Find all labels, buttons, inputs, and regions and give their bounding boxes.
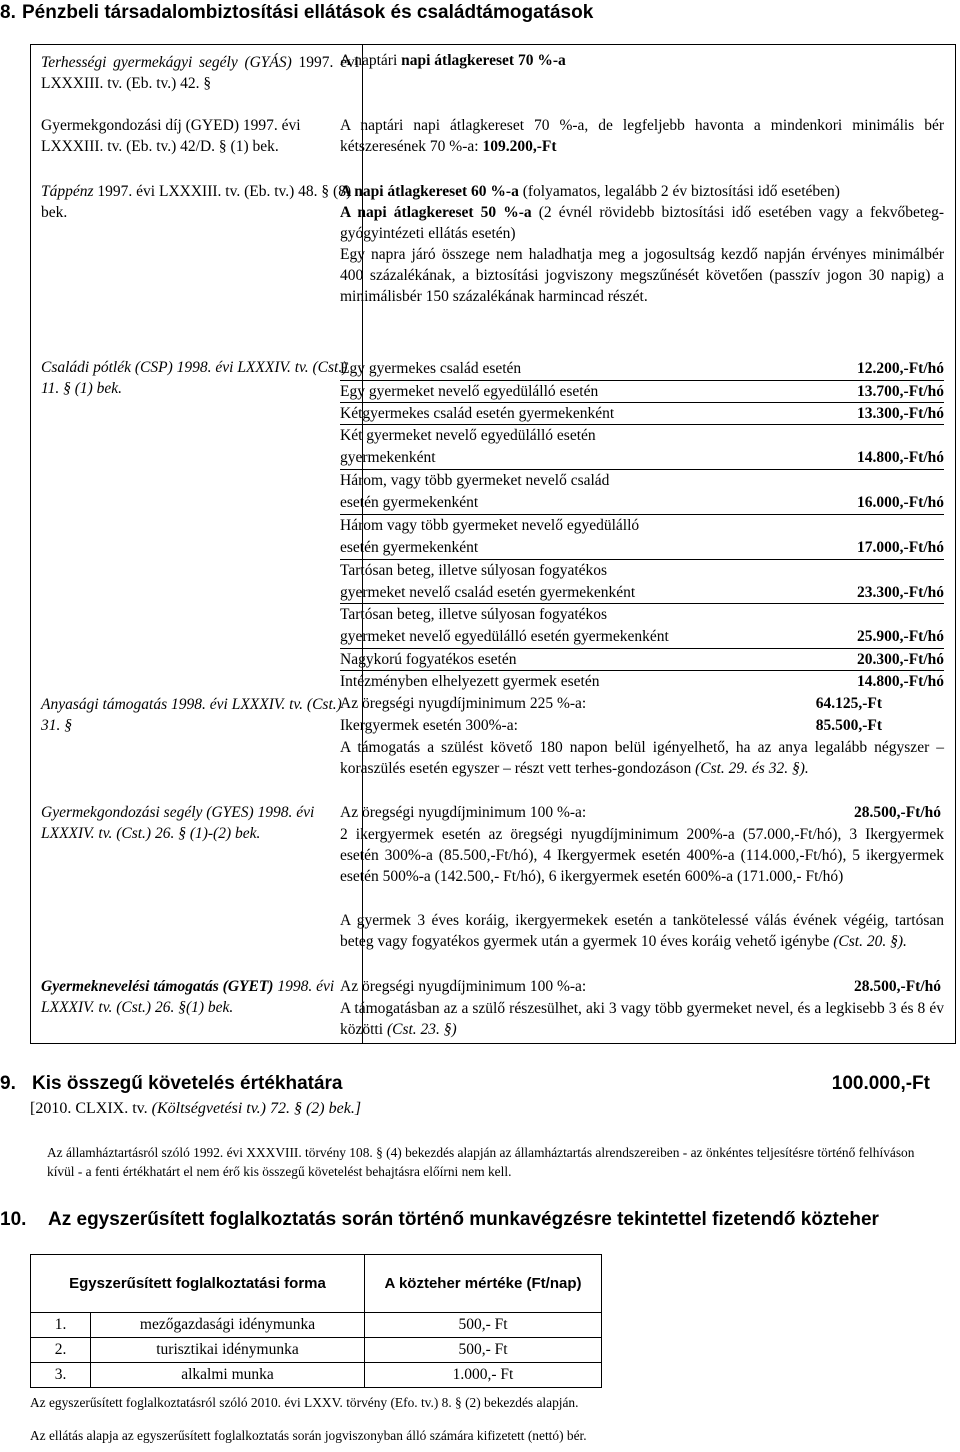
section-number: 8. xyxy=(0,2,16,23)
table-row xyxy=(31,1313,602,1338)
benefits-table xyxy=(30,44,956,1044)
section-10-footnote-1: Az egyszerűsített foglalkoztatásról szóló 2010. évi LXXV. törvény (Efo. tv.) 8. § (2) bekezdés alapján. xyxy=(30,1395,579,1410)
csp-row-label: Három vagy több gyermeket nevelő egyedülálló xyxy=(340,517,640,534)
csp-row-label: Két gyermeket nevelő egyedülálló esetén xyxy=(340,427,596,444)
section-10-footnote-2: Az ellátás alapja az egyszerűsített foglalkoztatás során jogviszonyban álló számára kifizetett (nettó) bér. xyxy=(30,1428,587,1443)
csp-row xyxy=(340,402,944,425)
simplified-employment-table xyxy=(30,1254,602,1388)
gyes-duration-a: A gyermek 3 éves koráig, ikergyermekek esetén a tankötelessé válás évének végéig, tartósan beteg vagy fogyatékos gyermek után a gyermek 10 éves koráig vehető igénybe xyxy=(340,912,944,950)
section-9-value: 100.000,-Ft xyxy=(831,1073,930,1094)
tap3: Egy napra járó összege nem haladhatja meg a jogosultság kezdő napján érvényes minimálbér 400 százalékának, a biztosítási jogviszony megszűnését követően (passzív jogon 30 napig) a minimálisbér 150 százalékának harmincad részét. xyxy=(340,246,944,305)
row-number: 3. xyxy=(31,1363,91,1388)
csp-row xyxy=(340,358,944,380)
tappenz-label xyxy=(41,181,359,223)
csp-row-label: Kétgyermekes család esetén gyermekenként xyxy=(340,405,615,422)
csp-row-value: 12.200,-Ft/hó xyxy=(857,360,944,377)
gyes-duration-note xyxy=(340,910,944,952)
gyed-amount-b: 109.200,-Ft xyxy=(482,138,557,155)
section-title-text: Pénzbeli társadalombiztosítási ellátások és családtámogatások xyxy=(22,2,594,23)
csp-row-value: 14.800,-Ft/hó xyxy=(857,673,944,690)
csp-row-label: Nagykorú fogyatékos esetén xyxy=(340,651,517,668)
table-row xyxy=(31,1363,602,1388)
row-value: 85.500,-Ft xyxy=(815,717,882,734)
row-number: 1. xyxy=(31,1313,91,1338)
row-form: turisztikai idénymunka xyxy=(91,1338,365,1363)
row-form: alkalmi munka xyxy=(91,1363,365,1388)
gyed-amount-a: A naptári napi átlagkereset 70 %-a, de legfeljebb havonta a mindenkori minimális bér kétszeresének 70 %-a: xyxy=(340,117,944,155)
csp-row xyxy=(340,514,944,559)
csp-row-label-cont: gyermeket nevelő egyedülálló esetén gyermekenként xyxy=(340,628,669,645)
csp-row-label-cont: gyermeket nevelő család esetén gyermekenként xyxy=(340,584,636,601)
anyasagi-note-a: A támogatás a szülést követő 180 napon belül igényelhető, ha az anya legalább négyszer – koraszülés esetén egyszer – részt vett terhes-gondozáson xyxy=(340,739,944,777)
gyes-row-1 xyxy=(340,802,944,824)
csp-row xyxy=(340,424,944,469)
csp-row-label-cont: gyermekenként xyxy=(340,449,436,466)
csp-row xyxy=(340,380,944,403)
gyet-row-1 xyxy=(340,976,944,998)
row-number: 2. xyxy=(31,1338,91,1363)
gyes-ref: 1998. évi LXXXIV. tv. (Cst.) 26. § (1)-(2) bek. xyxy=(41,804,315,842)
gyet-label xyxy=(41,976,359,1018)
gyed-label xyxy=(41,115,359,157)
anyasagi-row-1 xyxy=(340,693,944,715)
csp-row-label-cont: esetén gyermekenként xyxy=(340,539,479,556)
csp-title: Családi pótlék (CSP) xyxy=(41,359,173,376)
csp-row-value: 20.300,-Ft/hó xyxy=(857,651,944,668)
header-rate: A közteher mértéke (Ft/nap) xyxy=(365,1255,602,1313)
csp-ref: 1998. évi LXXXIV. tv. (Cst.) 11. § (1) bek. xyxy=(41,359,348,397)
section-title-text: Az egyszerűsített foglalkoztatás során történő munkavégzésre tekintettel fizetendő közteher xyxy=(48,1209,879,1230)
section-10-title xyxy=(0,1209,879,1231)
gyas-label xyxy=(41,52,359,94)
anyasagi-ref: 1998. évi LXXXIV. tv. (Cst.) 31. § xyxy=(41,696,342,734)
table-row xyxy=(31,1338,602,1363)
anyasagi-note-b: (Cst. 29. és 32. §). xyxy=(695,760,809,777)
row-form: mezőgazdasági idénymunka xyxy=(91,1313,365,1338)
csp-row-value: 16.000,-Ft/hó xyxy=(857,494,944,511)
csp-row-label: Három, vagy több gyermeket nevelő család xyxy=(340,472,610,489)
gyes-duration-b: (Cst. 20. §). xyxy=(833,933,907,950)
csp-row-label: Egy gyermekes család esetén xyxy=(340,360,522,377)
csp-row xyxy=(340,469,944,514)
gyet-note-b: (Cst. 23. §) xyxy=(386,1021,457,1038)
gyed-title: Gyermekgondozási díj (GYED) xyxy=(41,117,240,134)
gyed-amount xyxy=(340,115,944,157)
csp-row-value: 17.000,-Ft/hó xyxy=(857,539,944,556)
csp-row xyxy=(340,559,944,604)
section-title-text: Kis összegű követelés értékhatára xyxy=(32,1073,343,1094)
csp-row xyxy=(340,670,944,693)
anyasagi-note xyxy=(340,737,944,779)
section-number: 9. xyxy=(0,1073,16,1094)
gyas-amount-b: napi átlagkereset 70 %-a xyxy=(401,52,566,69)
gyet-note xyxy=(340,998,944,1040)
row-value: 500,- Ft xyxy=(365,1313,602,1338)
gyet-title: Gyermeknevelési támogatás (GYET) xyxy=(41,978,274,995)
tap2-a: A napi átlagkereset 50 %-a xyxy=(340,204,532,221)
row-label: Ikergyermek esetén 300%-a: xyxy=(340,717,518,734)
csp-row-label: Egy gyermeket nevelő egyedülálló esetén xyxy=(340,383,599,400)
section-8-title xyxy=(0,2,593,24)
gyas-amount xyxy=(340,50,944,71)
row-value: 28.500,-Ft/hó xyxy=(854,804,941,821)
section-9-title xyxy=(0,1073,343,1095)
csp-row xyxy=(340,603,944,648)
gyed-ref: 1997. évi LXXXIII. tv. (Eb. tv.) 42/D. § (1) bek. xyxy=(41,117,301,155)
csp-row xyxy=(340,648,944,671)
gyas-ref: 1997. évi LXXXIII. tv. (Eb. tv.) 42. § xyxy=(41,54,360,92)
gyet-note-a: A támogatásban az a szülő részesülhet, aki 3 vagy több gyermeket nevel, és a legkisebb 3 és 8 év közötti xyxy=(340,1000,944,1038)
row-value: 1.000,- Ft xyxy=(365,1363,602,1388)
csp-row-value: 25.900,-Ft/hó xyxy=(857,628,944,645)
table-header-row xyxy=(31,1255,602,1313)
ref-b: (Költségvetési tv.) 72. § (2) bek.] xyxy=(151,1100,362,1117)
csp-label xyxy=(41,357,359,399)
tap2-b: (2 évnél rövidebb biztosítási idő esetében vagy a fekvőbeteg-gyógyintézeti ellátás esetén) xyxy=(340,204,944,242)
section-9-reference xyxy=(30,1100,361,1118)
gyet-ref: 1998. évi LXXXIV. tv. (Cst.) 26. §(1) bek. xyxy=(41,978,335,1016)
row-label: Az öregségi nyugdíjminimum 100 %-a: xyxy=(340,978,587,995)
csp-row-value: 23.300,-Ft/hó xyxy=(857,584,944,601)
tap1-a: A napi átlagkereset 60 %-a xyxy=(340,183,519,200)
row-value: 500,- Ft xyxy=(365,1338,602,1363)
csp-row-label: Intézményben elhelyezett gyermek esetén xyxy=(340,673,600,690)
anyasagi-row-2 xyxy=(340,715,944,737)
csp-row-label: Tartósan beteg, illetve súlyosan fogyatékos xyxy=(340,606,608,623)
tappenz-ref: 1997. évi LXXXIII. tv. (Eb. tv.) 48. § (8) bek. xyxy=(41,183,352,221)
gyas-title: Terhességi gyermekágyi segély (GYÁS) xyxy=(41,54,292,71)
anyasagi-label xyxy=(41,694,359,736)
tappenz-amount xyxy=(340,181,944,307)
csp-row-value: 13.300,-Ft/hó xyxy=(857,405,944,422)
row-value: 28.500,-Ft/hó xyxy=(854,978,941,995)
csp-row-label: Tartósan beteg, illetve súlyosan fogyatékos xyxy=(340,562,608,579)
row-label: Az öregségi nyugdíjminimum 225 %-a: xyxy=(340,695,587,712)
gyes-title: Gyermekgondozási segély (GYES) xyxy=(41,804,254,821)
section-9-note: Az államháztartásról szóló 1992. évi XXXVIII. törvény 108. § (4) bekezdés alapján az államháztartás alrendszereiben - az önkéntes teljesítésre történő felhíváson kívül - a fenti értékhatárt el nem érő kis összegű követelést behajtásra előírni nem kell. xyxy=(47,1145,915,1179)
gyas-amount-a: A naptári xyxy=(340,52,402,69)
csp-row-value: 14.800,-Ft/hó xyxy=(857,449,944,466)
tappenz-title: Táppénz xyxy=(41,183,94,200)
csp-row-value: 13.700,-Ft/hó xyxy=(857,383,944,400)
row-value: 64.125,-Ft xyxy=(815,695,882,712)
header-form: Egyszerűsített foglalkoztatási forma xyxy=(31,1255,365,1313)
row-label: Az öregségi nyugdíjminimum 100 %-a: xyxy=(340,804,587,821)
csp-row-label-cont: esetén gyermekenként xyxy=(340,494,479,511)
gyes-twins-note: 2 ikergyermek esetén az öregségi nyugdíjminimum 200%-a (57.000,-Ft/hó), 3 Ikergyermek esetén 300%-a (85.500,-Ft/hó), 4 Ikergyermek esetén 400%-a (114.000,-Ft/hó), 5 ikergyermek esetén 500%-a (142.500,- Ft/hó), 6 ikergyermek esetén 600%-a (171.000,- Ft/hó) xyxy=(340,826,944,885)
gyes-label xyxy=(41,802,359,844)
ref-a: [2010. CLXIX. tv. xyxy=(30,1100,152,1117)
tap1-b: (folyamatos, legalább 2 év biztosítási idő esetében) xyxy=(518,183,840,200)
section-number: 10. xyxy=(0,1209,27,1230)
anyasagi-title: Anyasági támogatás xyxy=(41,696,168,713)
